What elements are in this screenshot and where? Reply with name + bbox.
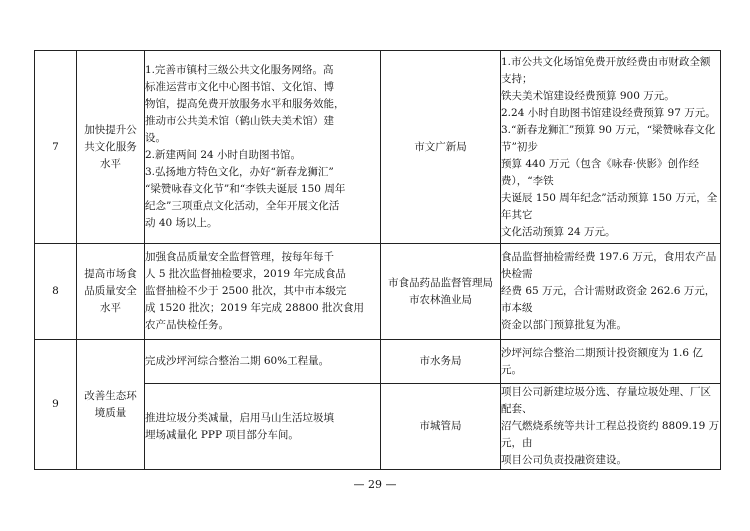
responsible-dept: 市水务局 — [381, 340, 501, 384]
task-description: 完成沙坪河综合整治二期 60%工程量。 — [145, 340, 381, 384]
row-number: 7 — [35, 51, 77, 244]
task-table — [34, 50, 721, 470]
item-name: 提高市场食 品质量安全 水平 — [77, 244, 145, 340]
task-description: 加强食品质量安全监督管理，按每年每千 人 5 批次监督抽检要求，2019 年完成食品 监督抽检不少于 2500 批次，其中市本级完 成 1520 批次；2019 年完成 28800 批次食用 农产品快检任务。 — [145, 244, 381, 340]
table-row — [35, 51, 721, 244]
task-description: 1.完善市镇村三级公共文化服务网络。高 标准运营市文化中心图书馆、文化馆、博 物馆，提高免费开放服务水平和服务效能， 推动市公共美术馆（鹤山铁夫美术馆）建 设。 2.新建两间 24 小时自助图书馆。 3.弘扬地方特色文化，办好“新春龙狮汇” “梁赞咏春文化节”和“李铁夫诞辰 150 周年 纪念”三项重点文化活动，全年开展文化活 动 40 场以上。 — [145, 51, 381, 244]
responsible-dept: 市城管局 — [381, 384, 501, 470]
responsible-dept: 市文广新局 — [381, 51, 501, 244]
responsible-dept: 市食品药品监督管理局 市农林渔业局 — [381, 244, 501, 340]
table-row — [35, 244, 721, 340]
task-description: 推进垃圾分类减量，启用马山生活垃圾填 埋场减量化 PPP 项目部分车间。 — [145, 384, 381, 470]
funding-note: 1.市公共文化场馆免费开放经费由市财政全额支持； 铁夫美术馆建设经费预算 900 万元。 2.24 小时自助图书馆建设经费预算 97 万元。 3.“新春龙狮汇”预算 90 万元，“梁赞咏春文化节”初步 预算 440 万元（包含《咏春·侠影》创作经费），“李铁 夫诞辰 150 周年纪念”活动预算 150 万元，全年其它 文化活动预算 24 万元。 — [501, 51, 721, 244]
funding-note: 项目公司新建垃圾分选、存量垃圾处理、厂区配套、 沼气燃烧系统等共计工程总投资约 8809.19 万元，由 项目公司负责投融资建设。 — [501, 384, 721, 470]
table-row — [35, 340, 721, 384]
item-name: 改善生态环 境质量 — [77, 340, 145, 470]
row-number: 9 — [35, 340, 77, 470]
row-number: 8 — [35, 244, 77, 340]
funding-note: 沙坪河综合整治二期预计投资额度为 1.6 亿元。 — [501, 340, 721, 384]
funding-note: 食品监督抽检需经费 197.6 万元，食用农产品快检需 经费 65 万元，合计需财政资金 262.6 万元，市本级 资金以部门预算批复为准。 — [501, 244, 721, 340]
page-number: — 29 — — [353, 478, 397, 491]
item-name: 加快提升公 共文化服务 水平 — [77, 51, 145, 244]
